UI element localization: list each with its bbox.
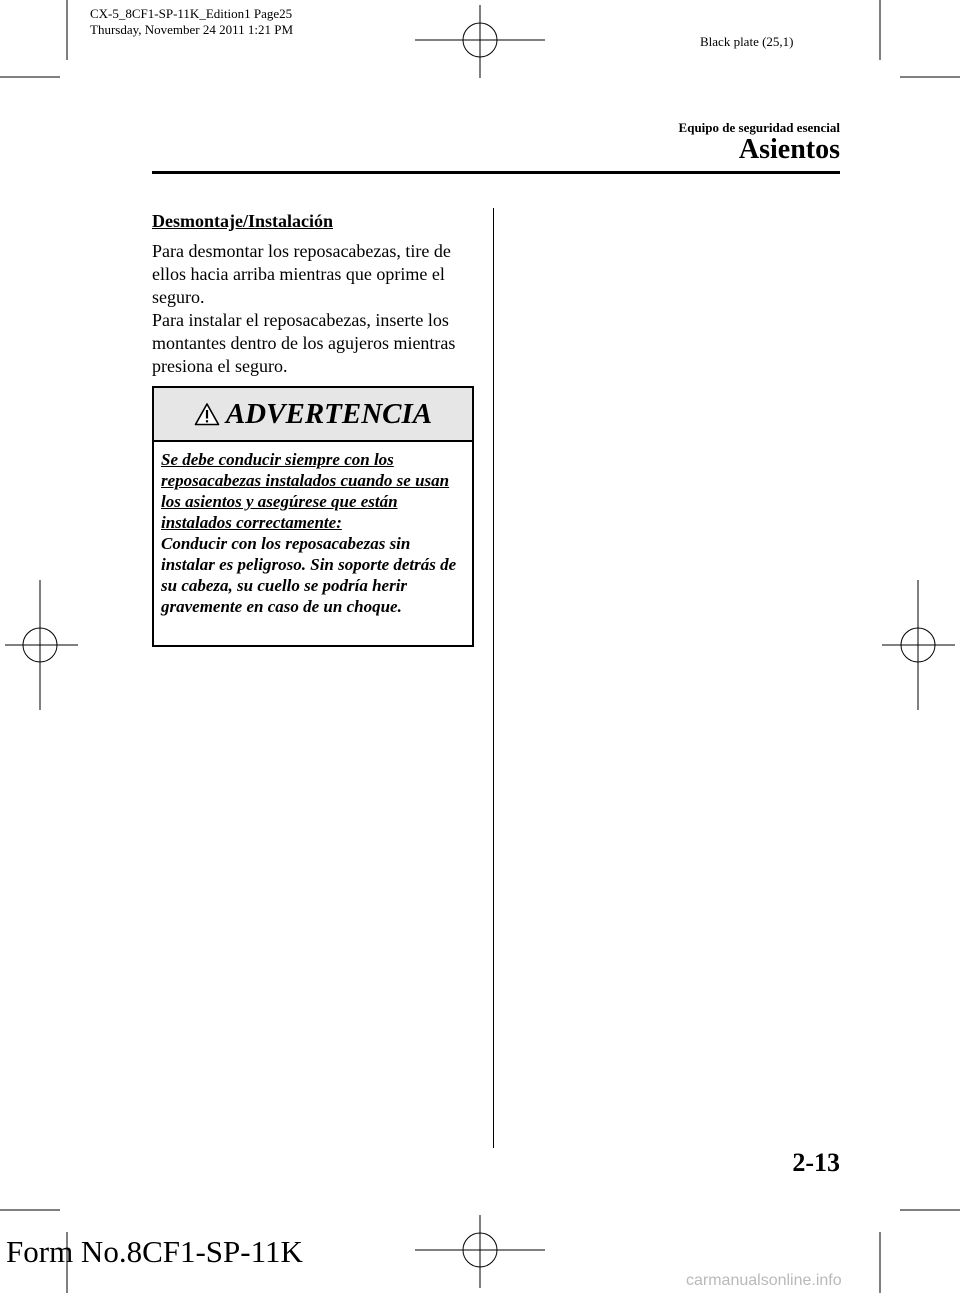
- page-number: 2-13: [792, 1148, 840, 1177]
- column-divider: [493, 208, 494, 1148]
- header-rule: [152, 171, 840, 174]
- body-text: [152, 240, 487, 378]
- chapter-title: Asientos: [738, 134, 840, 165]
- warning-triangle-icon: [194, 402, 220, 426]
- print-meta: [90, 6, 293, 38]
- paragraph-install: Para instalar el reposacabezas, inserte los montantes dentro de los agujeros mientras presiona el seguro.: [152, 310, 456, 376]
- warning-box: [152, 386, 474, 647]
- warning-emphasis: Se debe conducir siempre con los reposacabezas instalados cuando se usan los asientos y asegúrese que están instalados correctamente:: [161, 450, 450, 532]
- plate-label: Black plate (25,1): [700, 34, 794, 49]
- print-file-line: CX-5_8CF1-SP-11K_Edition1 Page25: [90, 6, 293, 21]
- section-label: Equipo de seguridad esencial: [678, 120, 840, 135]
- form-number: Form No.8CF1-SP-11K: [6, 1234, 303, 1269]
- warning-header: [154, 388, 472, 442]
- paragraph-remove: Para desmontar los reposacabezas, tire de ellos hacia arriba mientras que oprime el seguro.: [152, 241, 451, 307]
- watermark: carmanualsonline.info: [686, 1272, 842, 1289]
- print-date-line: Thursday, November 24 2011 1:21 PM: [90, 22, 294, 37]
- warning-title: ADVERTENCIA: [225, 397, 433, 430]
- sub-heading: Desmontaje/Instalación: [152, 211, 333, 231]
- warning-text: Conducir con los reposacabezas sin instalar es peligroso. Sin soporte detrás de su cabeza, su cuello se podría herir gravemente en caso de un choque.: [161, 534, 457, 616]
- warning-body: [154, 442, 472, 617]
